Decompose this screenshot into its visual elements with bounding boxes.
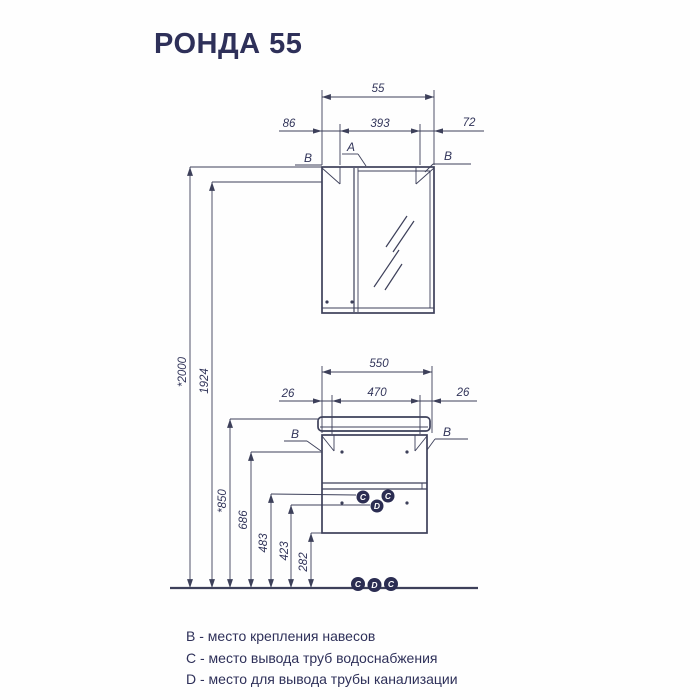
mirror-hanger-bracket-left [322,167,340,184]
floor-port-badge-c-right [384,577,398,591]
mirror-hanger-bracket-right [416,167,434,184]
port-badge-c-right [382,490,395,503]
dim-mount-span: 393 [370,118,390,130]
vanity-hanger-bracket-right [415,435,427,451]
mirror-top-dimensions [279,83,484,172]
marker-a-label: A [346,140,356,154]
port-badge-c-left [357,491,370,504]
svg-text:C: C [387,579,395,589]
legend-item-b: B - место крепления навесов [186,628,376,644]
fitting-dot [405,501,408,504]
dim-left-offset: 86 [282,118,296,130]
vanity-hanger-bracket-left [322,435,334,451]
marker-b-left-leader-diagonal [307,441,321,451]
dim-cabinet-bottom: 282 [298,552,310,572]
dim-right-offset: 72 [462,117,476,129]
floor-port-badge-c-left [351,577,365,591]
fitting-dot [350,300,353,303]
dim-vanity-right-offset: 26 [456,387,470,399]
mirror-glass-hatch [374,216,414,290]
vanity-height-dimensions [217,419,370,588]
floor-port-badge-d [368,578,382,592]
svg-text:C: C [359,492,367,502]
washbasin-rim [318,417,430,431]
mirror-cabinet-body [322,167,434,313]
dim-water-supply: 483 [258,533,270,553]
svg-text:C: C [384,491,392,501]
fitting-dot [340,501,343,504]
fitting-dot [325,300,328,303]
legend [186,626,458,691]
legend-item-d: D - место для вывода трубы канализации [186,671,458,687]
legend-item-c: C - место вывода труб водоснабжения [186,649,438,666]
dim-overall-width: 55 [371,83,385,95]
dim-overall-height: *2000 [177,356,189,388]
svg-text:D: D [373,501,381,511]
vanity-unit [284,417,468,533]
marker-b-left-label: B [303,151,313,165]
dim-hanger: 686 [238,510,250,530]
marker-b-right-label: B [442,425,452,439]
marker-b-right-label: B [443,149,453,163]
marker-b-left-label: B [290,427,300,441]
marker-a-leader-diagonal [358,154,366,166]
dim-vanity-width: 550 [369,358,389,370]
dim-mirror-mount-height: 1924 [199,368,211,394]
dim-vanity-mount-span: 470 [367,387,387,399]
dim-basin-top: *850 [217,489,229,513]
svg-text:C: C [354,579,362,589]
mirror-cabinet [322,167,434,313]
port-badge-d [371,500,384,513]
floor [170,577,478,592]
vanity-body [322,435,427,533]
dim-vanity-left-offset: 26 [281,388,295,400]
marker-b-right-leader-diagonal [427,439,435,450]
reference-line [271,494,356,495]
vanity-top-dimensions [279,358,477,434]
page-title: РОНДА 55 [154,28,303,60]
fitting-dot [405,450,408,453]
fitting-dot [340,450,343,453]
svg-text:D: D [371,580,378,590]
dim-drain: 423 [279,541,291,561]
